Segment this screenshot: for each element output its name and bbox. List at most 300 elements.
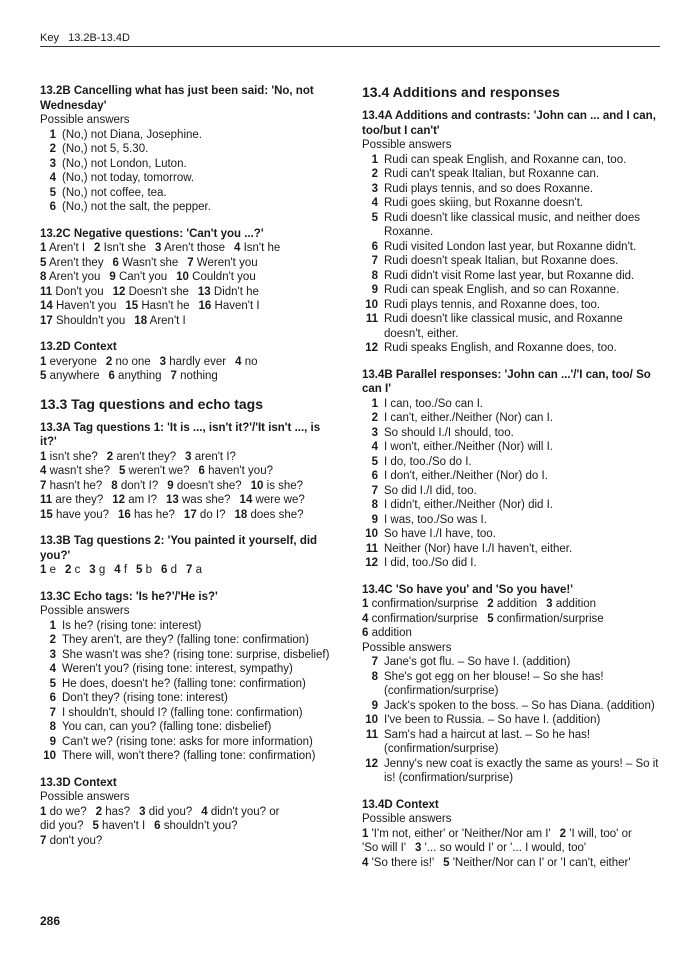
answer-item — [362, 728, 664, 757]
answer-number: 14 — [40, 300, 53, 312]
answer-number: 6 — [371, 240, 378, 253]
answer-text: Jenny's new coat is exactly the same as yours! – So it is! (confirmation/surprise) — [384, 757, 659, 784]
answer-number: 11 — [365, 313, 378, 325]
answer-item — [40, 171, 340, 186]
answer-number: 6 — [112, 256, 119, 269]
answer-number: 12 — [365, 757, 378, 770]
answer-text: do we? — [49, 805, 87, 818]
answer-line — [40, 493, 340, 508]
answer-item — [362, 670, 664, 699]
answer-item — [362, 556, 664, 571]
answer-number: 2 — [559, 827, 567, 840]
answer-number: 5 — [371, 211, 378, 224]
answer-item — [362, 153, 664, 168]
answer-text: Didn't he — [213, 285, 259, 298]
answer-number: 3 — [155, 242, 162, 254]
answer-number: 16 — [198, 300, 212, 312]
answer-number: 4 — [49, 172, 56, 184]
answer-item — [362, 298, 664, 313]
answer-text: 'Neither/Nor can I' or 'I can't, either' — [452, 856, 631, 869]
answer-number: 6 — [49, 692, 56, 704]
answer-text: addition — [555, 598, 597, 610]
answer-text: confirmation/surprise — [371, 598, 479, 610]
answer-text: hasn't he? — [49, 479, 103, 492]
answer-text: Doesn't she — [128, 285, 189, 298]
answer-number: 15 — [125, 300, 139, 312]
answer-number: 8 — [371, 499, 378, 511]
answer-number: 2 — [105, 355, 113, 368]
answer-item — [40, 619, 340, 634]
answer-number: 5 — [49, 677, 56, 690]
possible-answers-label: Possible answers — [40, 791, 130, 803]
answer-number: 10 — [365, 298, 378, 311]
header-rule — [40, 46, 660, 47]
answer-text: no one — [115, 355, 151, 368]
answer-number: 3 — [159, 355, 167, 368]
answer-number: 8 — [49, 721, 56, 733]
answer-text: anything — [118, 370, 162, 382]
answer-number: 5 — [136, 564, 143, 576]
answer-text: b — [145, 564, 153, 576]
answer-number: 6 — [198, 465, 205, 477]
exercise-section — [40, 776, 340, 849]
answer-number: 6 — [154, 820, 161, 832]
answer-number: 4 — [40, 465, 47, 477]
answer-number: 4 — [362, 612, 369, 625]
answer-text: addition — [496, 598, 538, 610]
exercise-section — [40, 590, 340, 764]
answer-number: 5 — [443, 856, 450, 869]
answer-number: 9 — [49, 735, 56, 748]
answer-item — [40, 720, 340, 735]
answer-number: 4 — [235, 355, 242, 368]
answer-line — [40, 834, 340, 849]
answer-text: was she? — [182, 494, 231, 506]
answer-text: Hasn't he — [141, 300, 190, 312]
exercise-section — [362, 109, 664, 356]
answer-number: 1 — [371, 397, 378, 410]
answer-line — [362, 597, 664, 612]
answer-line — [40, 450, 340, 465]
answer-text: I can't, either./Neither (Nor) can I. — [384, 412, 554, 424]
answer-item — [362, 513, 664, 528]
answer-text: Rudi can't speak Italian, but Roxanne can. — [384, 168, 600, 180]
answer-line — [40, 508, 340, 523]
answer-text: She's got egg on her blouse! – So she has! (confirmation/surprise) — [384, 670, 604, 697]
answer-number: 9 — [371, 513, 378, 526]
answer-number: 18 — [234, 508, 248, 521]
answer-number: 4 — [371, 441, 378, 453]
answer-text: I didn't, either./Neither (Nor) did I. — [384, 499, 554, 511]
exercise-section — [40, 84, 340, 215]
answer-text: Weren't you? (rising tone: interest, sympathy) — [62, 663, 293, 675]
answer-number: 12 — [365, 342, 378, 354]
answer-number: 2 — [95, 805, 103, 818]
answer-line — [40, 270, 340, 285]
answer-text: Isn't she — [103, 242, 147, 254]
answer-text: has he? — [134, 508, 175, 521]
header-key-label: Key — [40, 32, 59, 44]
answer-item — [362, 211, 664, 240]
exercise-title: 13.2C Negative questions: 'Can't you ...?' — [40, 227, 264, 240]
answer-text: Haven't I — [214, 300, 260, 312]
answer-text: isn't she? — [49, 450, 98, 463]
answer-item — [362, 527, 664, 542]
answer-number: 3 — [139, 805, 146, 818]
answer-text: Aren't those — [164, 242, 226, 254]
answer-line — [362, 827, 664, 842]
answer-item — [40, 691, 340, 706]
answer-text: I was, too./So was I. — [384, 513, 487, 526]
answer-text: I do, too./So do I. — [384, 455, 472, 468]
answer-text: Don't they? (rising tone: interest) — [62, 692, 228, 704]
answer-number: 3 — [49, 648, 56, 661]
answer-text: g — [98, 564, 106, 576]
answer-number: 2 — [49, 143, 56, 155]
exercise-section — [40, 421, 340, 523]
answer-text: does she? — [250, 508, 304, 521]
answer-item — [362, 240, 664, 255]
answer-number: 9 — [371, 699, 378, 712]
answer-number: 16 — [118, 508, 131, 521]
exercise-title: 13.3C Echo tags: 'Is he?'/'He is?' — [40, 590, 218, 603]
answer-number: 7 — [170, 370, 177, 382]
answer-number: 1 — [49, 619, 56, 632]
answer-number: 5 — [118, 465, 126, 477]
answer-number: 7 — [40, 834, 47, 847]
answer-item — [40, 186, 340, 201]
answer-number: 10 — [250, 479, 264, 492]
answer-text: doesn't she? — [176, 479, 242, 492]
answer-text: a — [195, 564, 202, 576]
answer-item — [362, 426, 664, 441]
answer-line — [40, 369, 340, 384]
answer-number: 5 — [371, 455, 378, 468]
answer-text: (No,) not Diana, Josephine. — [62, 128, 202, 141]
answer-number: 8 — [40, 271, 47, 283]
left-column — [40, 84, 340, 860]
answer-item — [362, 397, 664, 412]
answer-number: 6 — [160, 564, 168, 576]
answer-number: 3 — [414, 842, 422, 854]
answer-text: aren't they? — [116, 450, 177, 463]
exercise-title: 13.2D Context — [40, 341, 117, 353]
answer-text: Rudi plays tennis, and so does Roxanne. — [384, 182, 594, 195]
answer-text: I can, too./So can I. — [384, 397, 484, 410]
answer-line — [40, 241, 340, 256]
answer-text: There will, won't there? (falling tone: confirmation) — [62, 750, 316, 762]
answer-text: d — [170, 564, 177, 576]
answer-text: Haven't you — [56, 300, 117, 312]
answer-text: am I? — [128, 494, 158, 506]
answer-number: 6 — [362, 627, 369, 639]
exercise-section — [40, 227, 340, 329]
answer-item — [362, 254, 664, 269]
answer-number: 1 — [362, 827, 369, 840]
answer-number: 4 — [114, 564, 121, 576]
answer-text: f — [123, 564, 128, 576]
answer-text: Rudi doesn't speak Italian, but Roxanne does. — [384, 255, 619, 267]
answer-text: Is he? (rising tone: interest) — [62, 619, 202, 632]
answer-text: Jack's spoken to the boss. – So has Diana. (addition) — [384, 699, 655, 712]
answer-number: 1 — [49, 128, 56, 141]
answer-text: confirmation/surprise — [496, 612, 604, 625]
answer-item — [40, 633, 340, 648]
answer-text: Rudi plays tennis, and Roxanne does, too. — [384, 298, 601, 311]
answer-number: 7 — [371, 255, 378, 267]
answer-number: 3 — [89, 564, 96, 576]
answer-line — [362, 626, 664, 641]
answer-line — [362, 841, 664, 856]
answer-text: Rudi doesn't like classical music, and Roxanne doesn't, either. — [384, 313, 623, 340]
answer-text: Aren't I — [48, 242, 86, 254]
answer-number: 1 — [362, 598, 369, 610]
exercise-title: 13.4A Additions and contrasts: 'John can ... and I can, too/but I can't' — [362, 110, 656, 137]
answer-number: 4 — [49, 663, 56, 675]
answer-number: 7 — [187, 256, 194, 269]
answer-text: no — [244, 355, 258, 368]
answer-text: Shouldn't you — [56, 314, 126, 327]
answer-number: 5 — [49, 186, 56, 199]
answer-text: haven't I — [102, 820, 146, 832]
possible-answers-label: Possible answers — [362, 813, 452, 825]
answer-number: 3 — [546, 598, 553, 610]
answer-number: 12 — [112, 494, 126, 506]
answer-item — [362, 196, 664, 211]
answer-text: Isn't he — [243, 242, 281, 254]
answer-text: Don't you — [55, 285, 104, 298]
answer-text: confirmation/surprise — [371, 612, 479, 625]
exercise-section — [362, 798, 664, 871]
answer-item — [362, 341, 664, 356]
answer-number: 15 — [40, 508, 53, 521]
answer-line — [40, 563, 340, 578]
answer-text: everyone — [49, 355, 97, 368]
answer-item — [40, 677, 340, 692]
answer-number: 1 — [40, 805, 47, 818]
answer-item — [362, 542, 664, 557]
answer-text: nothing — [180, 370, 218, 382]
answer-item — [362, 655, 664, 670]
answer-number: 7 — [185, 564, 193, 576]
answer-text: Wasn't she — [122, 256, 179, 269]
answer-number: 4 — [233, 242, 241, 254]
answer-text: He does, doesn't he? (falling tone: confirmation) — [62, 677, 306, 690]
answer-number: 3 — [371, 426, 378, 439]
answer-text: 'I will, too' or — [569, 827, 632, 840]
section-heading: 13.3 Tag questions and echo tags — [40, 395, 264, 412]
answer-text: Can't we? (rising tone: asks for more information) — [62, 735, 313, 748]
answer-text: did you? — [40, 820, 84, 832]
possible-answers-label: Possible answers — [40, 114, 130, 126]
answer-text: You can, can you? (falling tone: disbelief) — [62, 721, 272, 733]
answer-item — [40, 200, 340, 215]
answer-text: I've been to Russia. – So have I. (addition) — [384, 714, 601, 726]
answer-number: 13 — [166, 494, 179, 506]
answer-text: Weren't you — [196, 256, 258, 269]
exercise-section — [362, 583, 664, 786]
answer-number: 8 — [371, 269, 378, 282]
exercise-title: 13.3B Tag questions 2: 'You painted it yourself, did you?' — [40, 535, 318, 562]
answer-text: Can't you — [118, 271, 168, 283]
answer-number: 2 — [371, 168, 378, 180]
answer-number: 5 — [40, 256, 47, 269]
answer-number: 7 — [371, 484, 378, 497]
page-number: 286 — [40, 914, 61, 928]
answer-line — [40, 299, 340, 314]
answer-text: didn't you? or — [210, 805, 280, 818]
answer-number: 6 — [108, 370, 115, 382]
answer-line — [40, 805, 340, 820]
answer-text: e — [49, 564, 57, 576]
answer-text: don't you? — [49, 834, 103, 847]
answer-number: 5 — [40, 370, 47, 382]
answer-number: 2 — [487, 598, 494, 610]
answer-text: So should I./I should, too. — [384, 426, 514, 439]
answer-text: anywhere — [49, 370, 100, 382]
answer-text: were we? — [255, 494, 305, 506]
answer-text: Couldn't you — [192, 271, 256, 283]
answer-text: do I? — [199, 508, 226, 521]
answer-text: 'I'm not, either' or 'Neither/Nor am I' — [371, 827, 551, 840]
answer-line — [40, 256, 340, 271]
answer-text: (No,) not London, Luton. — [62, 157, 187, 170]
answer-number: 6 — [49, 201, 56, 213]
possible-answers-label: Possible answers — [40, 605, 130, 617]
answer-item — [40, 142, 340, 157]
possible-answers-label: Possible answers — [362, 641, 452, 654]
answer-text: has? — [105, 805, 131, 818]
answer-text: Rudi goes skiing, but Roxanne doesn't. — [384, 197, 584, 209]
answer-number: 8 — [111, 479, 118, 492]
answer-number: 5 — [487, 612, 494, 625]
answer-text: Rudi visited London last year, but Roxanne didn't. — [384, 240, 637, 253]
answer-number: 10 — [176, 271, 189, 283]
answer-text: c — [74, 564, 81, 576]
answer-text: Aren't I — [149, 314, 186, 327]
exercise-section — [40, 340, 340, 384]
answer-number: 2 — [371, 412, 378, 424]
possible-answers-label: Possible answers — [362, 139, 452, 151]
answer-text: Aren't you — [48, 271, 101, 283]
answer-text: Rudi speaks English, and Roxanne does, too. — [384, 342, 617, 354]
answer-number: 3 — [371, 182, 378, 195]
answer-text: weren't we? — [128, 465, 190, 477]
answer-number: 10 — [365, 714, 378, 726]
answer-text: don't I? — [120, 479, 159, 492]
answer-number: 7 — [371, 656, 378, 668]
answer-text: (No,) not 5, 5.30. — [62, 143, 149, 155]
answer-text: aren't I? — [194, 450, 236, 463]
answer-text: addition — [371, 627, 412, 639]
answer-number: 12 — [112, 285, 126, 298]
section-heading: 13.4 Additions and responses — [362, 84, 560, 100]
answer-item — [40, 735, 340, 750]
answer-number: 4 — [201, 805, 208, 818]
answer-text: She wasn't was she? (rising tone: surprise, disbelief) — [62, 648, 330, 661]
answer-text: I won't, either./Neither (Nor) will I. — [384, 441, 553, 453]
answer-item — [362, 484, 664, 499]
answer-text: 'So there is!' — [371, 856, 435, 869]
answer-number: 18 — [134, 314, 148, 327]
answer-item — [40, 128, 340, 143]
exercise-title: 13.4B Parallel responses: 'John can ...'/'I can, too/ So can I' — [362, 368, 651, 395]
answer-item — [362, 167, 664, 182]
answer-number: 1 — [40, 564, 47, 576]
answer-line — [40, 285, 340, 300]
exercise-title: 13.3D Context — [40, 776, 117, 789]
answer-line — [40, 314, 340, 329]
answer-number: 11 — [365, 542, 378, 555]
answer-text: Rudi can speak English, and so can Roxanne. — [384, 284, 620, 296]
answer-line — [40, 479, 340, 494]
answer-text: Sam's had a haircut at last. – So he has! (confirmation/surprise) — [384, 728, 591, 755]
answer-number: 12 — [365, 557, 378, 569]
answer-number: 6 — [371, 470, 378, 482]
answer-item — [362, 440, 664, 455]
answer-item — [362, 469, 664, 484]
answer-text: So did I./I did, too. — [384, 484, 477, 497]
exercise-section — [362, 368, 664, 571]
answer-number: 1 — [40, 355, 47, 368]
answer-line — [362, 612, 664, 627]
answer-text: shouldn't you? — [163, 820, 238, 832]
answer-item — [40, 648, 340, 663]
answer-number: 2 — [64, 564, 72, 576]
answer-line — [362, 856, 664, 871]
answer-number: 2 — [106, 450, 114, 463]
exercise-title: 13.4C 'So have you' and 'So you have!' — [362, 583, 573, 596]
answer-item — [40, 706, 340, 721]
answer-text: 'So will I' — [362, 842, 407, 854]
answer-number: 9 — [167, 479, 174, 492]
answer-number: 10 — [365, 528, 378, 540]
right-column — [362, 84, 664, 882]
exercise-section — [40, 534, 340, 578]
answer-item — [362, 757, 664, 786]
exercise-title: 13.3A Tag questions 1: 'It is ..., isn't it?'/'It isn't ..., is it?' — [40, 421, 321, 448]
answer-item — [362, 312, 664, 341]
answer-item — [362, 411, 664, 426]
answer-number: 7 — [49, 706, 56, 719]
answer-item — [362, 283, 664, 298]
running-header — [40, 32, 130, 44]
answer-text: have you? — [56, 508, 110, 521]
answer-text: Neither (Nor) have I./I haven't, either. — [384, 542, 573, 555]
answer-text: (No,) not coffee, tea. — [62, 186, 167, 199]
answer-number: 10 — [43, 750, 56, 762]
answer-number: 17 — [183, 508, 197, 521]
answer-item — [40, 157, 340, 172]
exercise-title: 13.4D Context — [362, 798, 439, 811]
answer-item — [362, 455, 664, 470]
answer-line — [40, 819, 340, 834]
answer-number: 3 — [185, 450, 192, 463]
answer-number: 8 — [371, 670, 378, 683]
answer-item — [40, 749, 340, 764]
answer-text: (No,) not today, tomorrow. — [62, 172, 195, 184]
answer-text: Aren't they — [48, 256, 104, 269]
answer-number: 11 — [40, 494, 53, 506]
answer-item — [362, 713, 664, 728]
answer-number: 1 — [371, 153, 378, 166]
answer-number: 11 — [40, 285, 53, 298]
answer-text: haven't you? — [208, 465, 273, 477]
answer-number: 11 — [365, 728, 378, 741]
answer-item — [362, 182, 664, 197]
answer-text: Jane's got flu. – So have I. (addition) — [384, 656, 571, 668]
answer-text: wasn't she? — [49, 465, 110, 477]
